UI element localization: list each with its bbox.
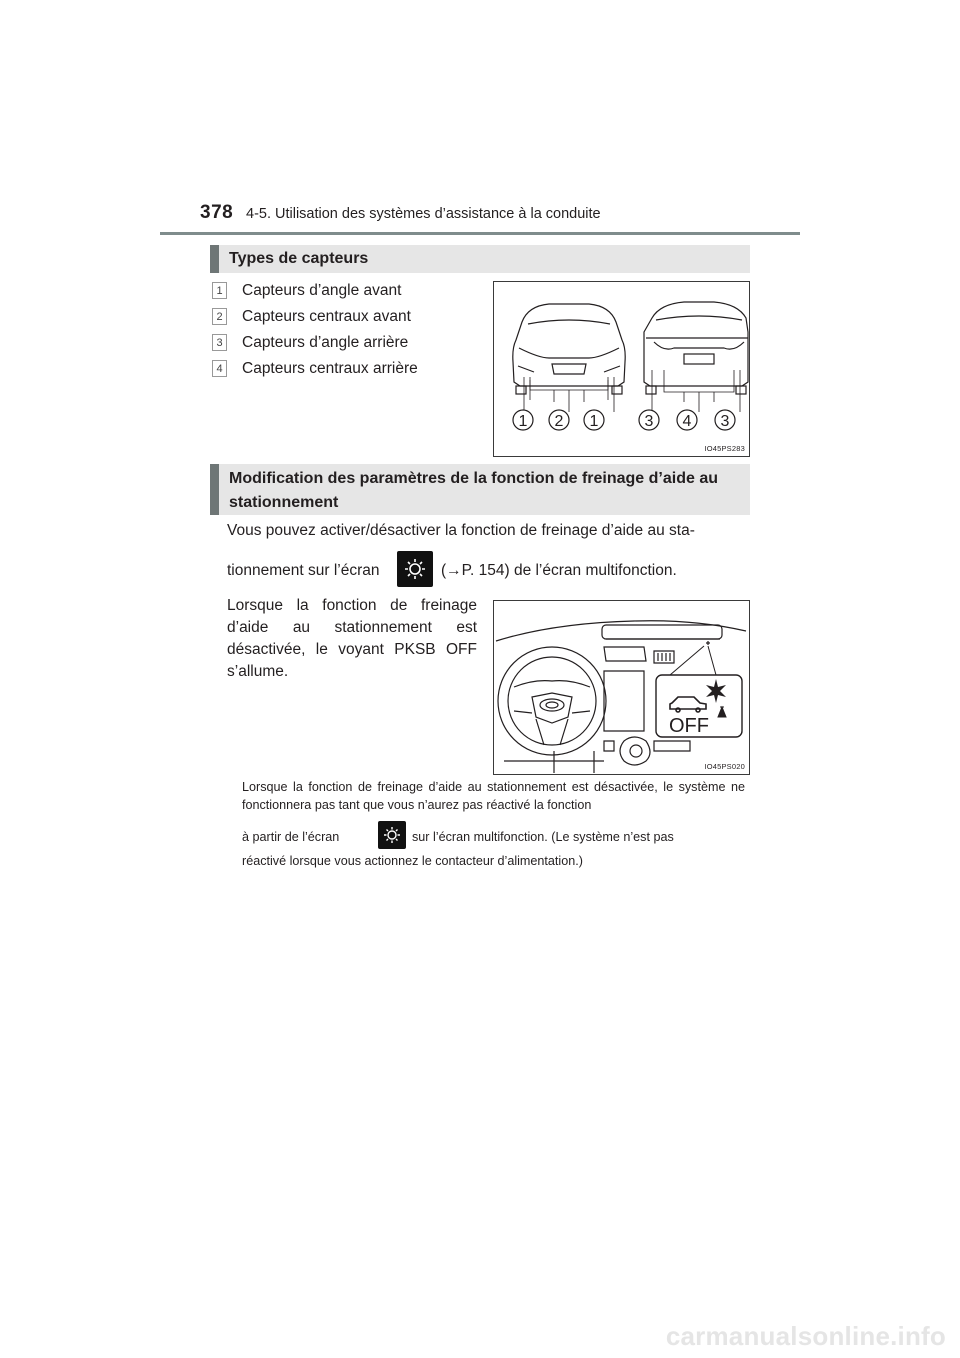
note-line4: réactivé lorsque vous actionnez le contacteur d’alimentation.) bbox=[242, 854, 583, 868]
figure-code: IO45PS283 bbox=[704, 444, 745, 453]
callout-label: 3 bbox=[644, 413, 654, 430]
callout-label: 3 bbox=[720, 413, 730, 430]
paragraph-intro-line2-start: tionnement sur l’écran bbox=[227, 562, 380, 579]
callout-label: 2 bbox=[554, 413, 564, 430]
section-heading-sensor-types: Types de capteurs bbox=[210, 245, 750, 273]
callout-5 bbox=[677, 410, 697, 430]
item-label: Capteurs centraux avant bbox=[242, 308, 411, 325]
sensor-location-illustration bbox=[493, 281, 750, 457]
paragraph-pksb-off: Lorsque la fonction de freinage d’aide au stationnement est désactivée, le voyant PKSB OFF s’allume. bbox=[227, 597, 477, 680]
item-label: Capteurs centraux arrière bbox=[242, 360, 418, 377]
item-number: 4 bbox=[212, 360, 227, 377]
dashboard-illustration bbox=[493, 600, 750, 775]
callout-6 bbox=[715, 410, 735, 430]
item-label: Capteurs d’angle avant bbox=[242, 282, 402, 299]
note-line3-end: sur l’écran multifonction. (Le système n’est pas bbox=[412, 830, 674, 844]
callout-2 bbox=[549, 410, 569, 430]
section-heading-parking-brake-settings: Modification des paramètres de la fonction de freinage d’aide au stationnement bbox=[210, 464, 750, 515]
paragraph-intro-line2-end: (→P. 154) de l’écran multifonction. bbox=[441, 562, 677, 579]
note-line3-start: à partir de l’écran bbox=[242, 830, 340, 844]
page-number: 378 bbox=[200, 202, 234, 223]
item-label: Capteurs d’angle arrière bbox=[242, 334, 409, 351]
item-number: 1 bbox=[212, 282, 227, 299]
callout-label: 1 bbox=[518, 413, 528, 430]
figure-code: IO45PS020 bbox=[704, 762, 745, 771]
callout-3 bbox=[584, 410, 604, 430]
watermark: carmanualsonline.info bbox=[665, 1321, 946, 1351]
running-header: 4-5. Utilisation des systèmes d’assistance à la conduite bbox=[246, 206, 601, 222]
item-number: 3 bbox=[212, 334, 227, 351]
callout-label: 1 bbox=[589, 413, 599, 430]
paragraph-intro-line1: Vous pouvez activer/désactiver la fonction de freinage d’aide au sta- bbox=[227, 522, 695, 539]
gear-icon bbox=[397, 551, 433, 587]
gear-icon bbox=[378, 821, 406, 849]
dashboard-drawing bbox=[494, 601, 749, 774]
item-number: 2 bbox=[212, 308, 227, 325]
callout-label: 4 bbox=[682, 413, 692, 430]
callout-1 bbox=[513, 410, 533, 430]
callout-4 bbox=[639, 410, 659, 430]
indicator-off-label: OFF bbox=[669, 715, 709, 737]
header-rule bbox=[160, 232, 800, 235]
note-paragraph-line1-2: Lorsque la fonction de freinage d’aide au stationnement est désactivée, le système ne fonctionnera pas tant que vous n’aurez pas réactivé la fonction bbox=[242, 780, 745, 812]
car-front-rear-drawing bbox=[494, 282, 749, 456]
